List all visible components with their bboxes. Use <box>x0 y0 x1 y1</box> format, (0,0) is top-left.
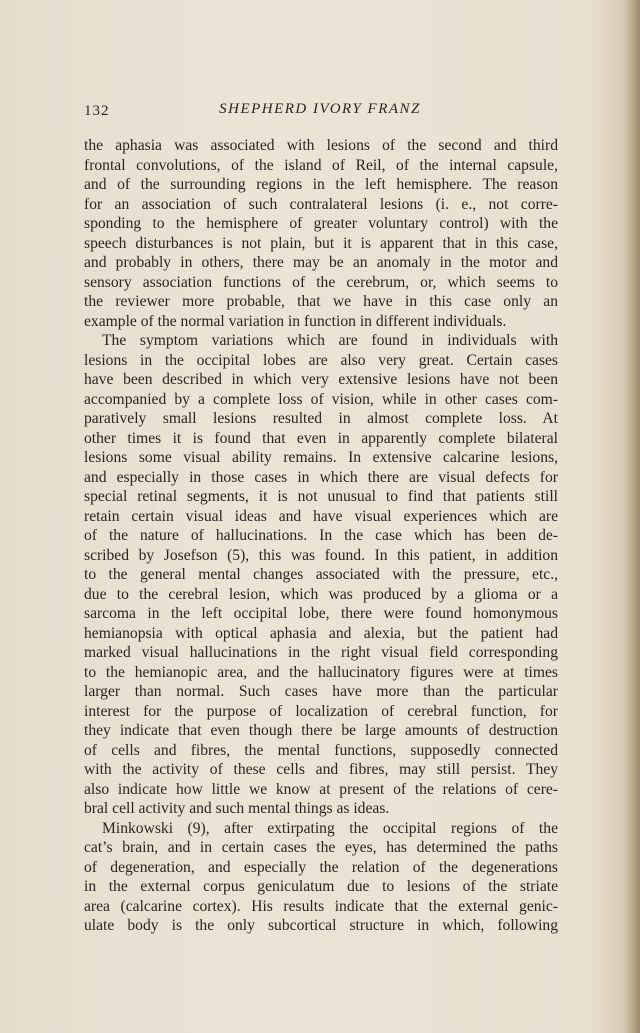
text-line: lesions some visual ability remains. In extensive calcarine lesions, <box>84 449 558 466</box>
text-line: of degeneration, and especially the relation of the degenerations <box>84 858 558 876</box>
page-number: 132 <box>84 103 110 119</box>
text-line: ulate body is the only subcortical structure in which, following <box>84 917 558 934</box>
page-header <box>84 100 556 122</box>
text-line: due to the cerebral lesion, which was produced by a glioma or a <box>84 585 558 603</box>
text-line: sarcoma in the left occipital lobe, there were found homonymous <box>84 605 558 622</box>
text-line: larger than normal. Such cases have more than the particular <box>84 683 558 700</box>
text-line: Minkowski (9), after extirpating the occipital regions of the <box>102 819 558 837</box>
text-line: other times it is found that even in apparently complete bilateral <box>84 429 558 447</box>
text-line: the reviewer more probable, that we have in this case only an <box>84 293 558 310</box>
text-line: paratively small lesions resulted in almost complete loss. At <box>84 410 558 427</box>
text-line: to the general mental changes associated with the pressure, etc., <box>84 566 558 583</box>
text-line: for an association of such contralateral lesions (i. e., not corre- <box>84 195 558 213</box>
text-line: and especially in those cases in which there are visual defects for <box>84 468 558 486</box>
text-line: of the nature of hallucinations. In the case which has been de- <box>84 527 558 544</box>
text-line: frontal convolutions, of the island of Reil, of the internal capsule, <box>84 156 558 174</box>
text-line: lesions in the occipital lobes are also very great. Certain cases <box>84 351 558 369</box>
text-line: retain certain visual ideas and have visual experiences which are <box>84 507 558 525</box>
text-line: accompanied by a complete loss of vision, while in other cases com- <box>84 390 558 408</box>
text-line: marked visual hallucinations in the right visual field corresponding <box>84 644 558 661</box>
text-line: they indicate that even though there be large amounts of destruction <box>84 722 558 739</box>
text-line: also indicate how little we know at present of the relations of cere- <box>84 780 558 798</box>
text-line: speech disturbances is not plain, but it is apparent that in this case, <box>84 234 558 252</box>
text-line: sensory association functions of the cerebrum, or, which seems to <box>84 273 558 291</box>
text-line: the aphasia was associated with lesions of the second and third <box>84 137 558 154</box>
text-line: area (calcarine cortex). His results indicate that the external genic- <box>84 897 558 915</box>
text-line: interest for the purpose of localization of cerebral function, for <box>84 702 558 720</box>
text-line: cat’s brain, and in certain cases the eyes, has determined the paths <box>84 839 558 856</box>
text-line: special retinal segments, it is not unusual to find that patients still <box>84 488 558 505</box>
body-text <box>84 136 558 936</box>
text-line: and probably in others, there may be an anomaly in the motor and <box>84 254 558 271</box>
text-line: in the external corpus geniculatum due to lesions of the striate <box>84 878 558 895</box>
text-line: sponding to the hemisphere of greater voluntary control) with the <box>84 215 558 232</box>
text-line: scribed by Josefson (5), this was found. In this patient, in addition <box>84 546 558 564</box>
text-line: bral cell activity and such mental things as ideas. <box>84 800 390 817</box>
text-line: hemianopsia with optical aphasia and alexia, but the patient had <box>84 624 558 642</box>
text-line: of cells and fibres, the mental functions, supposedly connected <box>84 741 558 759</box>
text-line: and of the surrounding regions in the left hemisphere. The reason <box>84 176 558 193</box>
running-title: SHEPHERD IVORY FRANZ <box>219 101 421 117</box>
text-line: The symptom variations which are found in individuals with <box>102 332 558 349</box>
text-line: to the hemianopic area, and the hallucinatory figures were at times <box>84 663 558 681</box>
text-line: have been described in which very extensive lesions have not been <box>84 371 558 388</box>
page-edge-shadow <box>624 0 640 1033</box>
text-line: with the activity of these cells and fibres, may still persist. They <box>84 761 558 778</box>
text-line: example of the normal variation in function in different individuals. <box>84 312 507 330</box>
